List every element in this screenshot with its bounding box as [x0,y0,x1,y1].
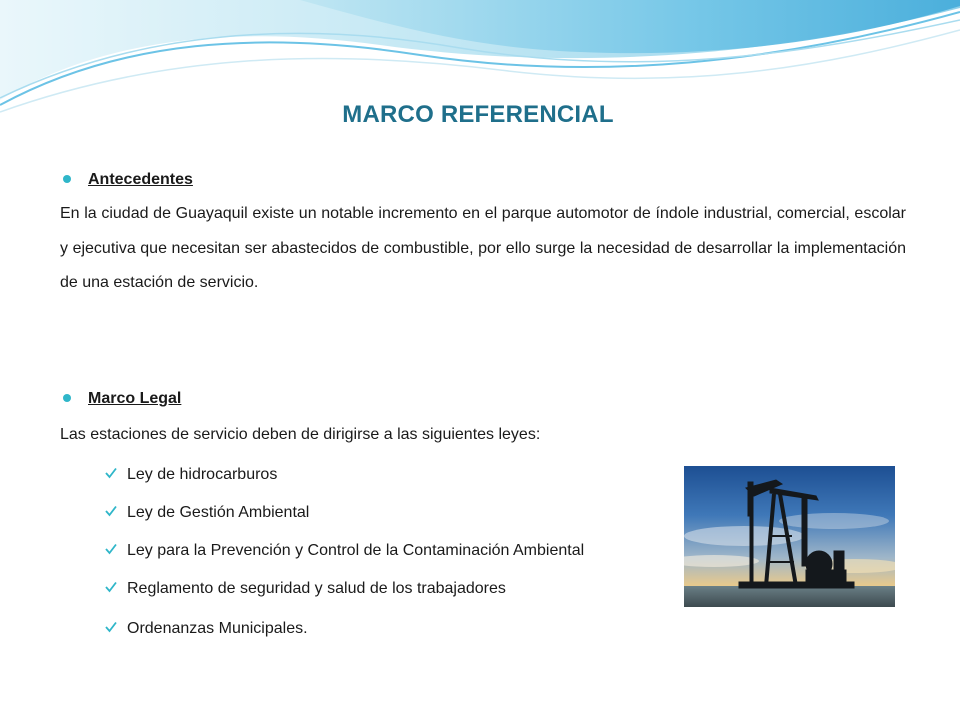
check-icon [104,504,118,518]
check-icon [104,580,118,594]
check-icon [104,542,118,556]
law-label: Reglamento de seguridad y salud de los trabajadores [127,580,506,597]
marco-legal-intro: Las estaciones de servicio deben de dirigirse a las siguientes leyes: [60,426,541,443]
law-label: Ley de hidrocarburos [127,466,278,483]
oil-pump-jack-photo [684,466,895,607]
header-wave-decoration [0,0,960,115]
section-heading-marco-legal: Marco Legal [88,390,182,407]
bullet-dot [63,394,71,402]
law-label: Ordenanzas Municipales. [127,620,308,637]
law-label: Ley para la Prevención y Control de la Contaminación Ambiental [127,542,585,559]
slide-title: MARCO REFERENCIAL [342,101,614,128]
antecedentes-paragraph: En la ciudad de Guayaquil existe un notable incremento en el parque automotor de índole industrial, comercial, escolar y ejecutiva que necesitan ser abastecidos de combustible, por ello surge la necesidad de desarrollar la implementación de una estación de servicio. [60,205,906,291]
section-heading-antecedentes: Antecedentes [88,171,193,188]
law-label: Ley de Gestión Ambiental [127,504,310,521]
bullet-dot [63,175,71,183]
check-icon [104,466,118,480]
check-icon [104,620,118,634]
